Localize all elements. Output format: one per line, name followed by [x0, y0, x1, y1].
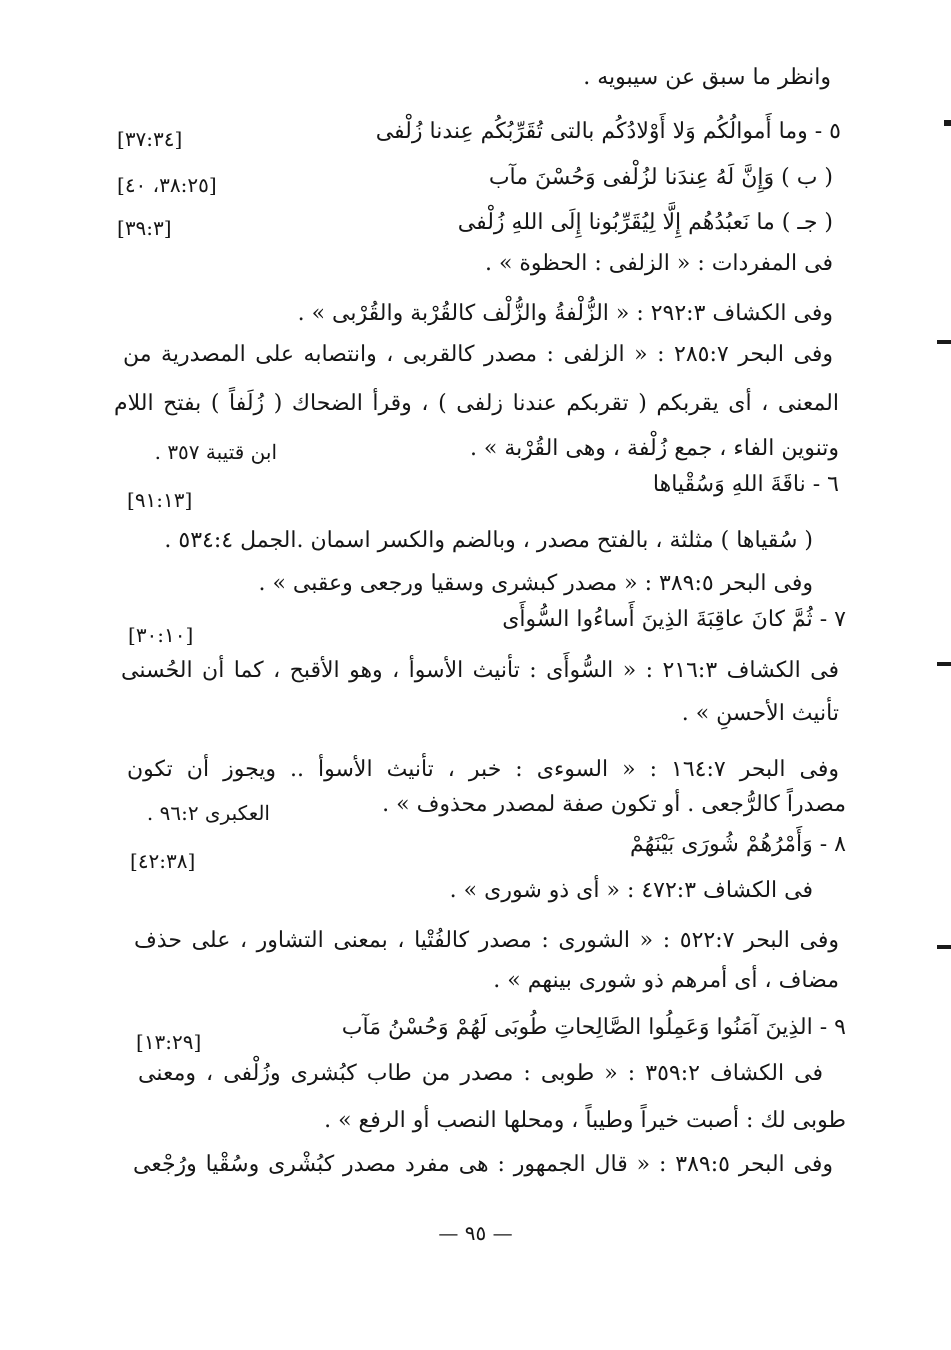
text-line: المعنى ، أى يقربكم ( تقربكم عندنا زلفى ) ، وقرأ الضحاك ( زُلَفاً ) بفتح اللام — [114, 391, 839, 416]
verse-reference: [٣٠:١٠] — [128, 623, 194, 647]
page-number: — ٩٥ — — [438, 1221, 513, 1245]
page-edge-mark — [937, 662, 951, 666]
text-line: وفى البحر ٣٨٩:٥ : « قال الجمهور : هى مفرد مصدر كبُشْرى وسُقْيا ورُجْعى — [133, 1152, 833, 1177]
text-line: فى المفردات : « الزلفى : الحظوة » . — [484, 251, 833, 276]
verse-reference: [٣٨:٢٥، ٤٠] — [117, 173, 217, 197]
page-edge-mark — [937, 945, 951, 949]
text-line: وانظر ما سبق عن سيبويه . — [583, 65, 831, 90]
text-line: ( سُقياها ) مثلثة ، بالفتح مصدر ، وبالضم والكسر اسمان .الجمل ٥٣٤:٤ . — [164, 528, 813, 553]
verse-line: ( ب ) وَإِنَّ لَهُ عِندَنا لزُلْفى وَحُسْنَ مآب — [488, 165, 833, 190]
verse-reference: [٣٩:٣] — [117, 216, 172, 240]
text-line: وفى البحر ٣٨٩:٥ : « مصدر كبشرى وسقيا ورجعى وعقبى » . — [258, 571, 813, 596]
text-line: فى الكشاف ٤٧٢:٣ : « أى ذو شورى » . — [449, 878, 813, 903]
text-line: مضاف ، أى أمرهم ذو شورى بينهم » . — [493, 968, 839, 993]
verse-line: ٨ - وَأَمْرُهُمْ شُورَى بَيْنَهُمْ — [630, 832, 846, 857]
page-edge-mark — [944, 120, 951, 126]
text-line: وفى البحر ٢٨٥:٧ : « الزلفى : مصدر كالقربى ، وانتصابه على المصدرية من — [123, 342, 833, 367]
verse-line: ٧ - ثُمَّ كانَ عاقِبَةَ الذِينَ أَساءُوا السُّوأَى — [502, 607, 846, 632]
text-line: وتنوين الفاء ، جمع زُلْفة ، وهى القُرْبة » . — [469, 436, 839, 461]
verse-reference: [١٣:٢٩] — [136, 1030, 202, 1054]
text-line: وفى الكشاف ٢٩٢:٣ : « الزُّلْفةُ والزُّلْف كالقُرْبة والقُرْبى » . — [297, 301, 833, 326]
verse-reference: [٣٧:٣٤] — [117, 127, 183, 151]
page-edge-mark — [937, 340, 951, 344]
text-line: تأنيث الأحسنِ » . — [681, 701, 839, 726]
text-line: وفى البحر ١٦٤:٧ : « السوءى : خبر ، تأنيث الأسوأ .. ويجوز أن تكون — [127, 757, 839, 782]
verse-line: ٥ - وما أَموالُكُم وَلا أَوْلادُكُم بالتى تُقَرِّبُكُم عِندنا زُلْفى — [375, 119, 841, 144]
text-line: فى الكشاف ٣٥٩:٢ : « طوبى : مصدر من طاب كبُشرى وزُلْفى ، ومعنى — [138, 1061, 823, 1086]
source-citation: ابن قتيبة ٣٥٧ . — [154, 440, 277, 464]
source-citation: العكبرى ٩٦:٢ . — [146, 801, 270, 825]
text-line: فى الكشاف ٢١٦:٣ : « السُّوأَى : تأنيث الأسوأ ، وهو الأقبح ، كما أن الحُسنى — [121, 658, 839, 683]
verse-line: ٩ - الذِينَ آمَنُوا وَعَمِلُوا الصَّالِحاتِ طُوبَى لَهُمْ وَحُسْنُ مَآب — [341, 1015, 846, 1040]
text-line: وفى البحر ٥٢٢:٧ : « الشورى : مصدر كالفُتْيا ، بمعنى التشاور ، على حذف — [134, 928, 839, 953]
text-line: طوبى لك : أصبت خيراً وطيباً ، ومحلها النصب أو الرفع » . — [324, 1108, 846, 1133]
verse-line: ٦ - ناقَةَ اللهِ وَسُقْياها — [652, 472, 839, 497]
verse-reference: [٩١:١٣] — [127, 488, 193, 512]
verse-line: ( جـ ) ما نَعبُدُهُم إِلَّا لِيُقَرِّبُونا إِلَى اللهِ زُلْفى — [457, 210, 833, 235]
text-line: مصدراً كالرُّجعى . أو تكون صفة لمصدر محذوف » . — [382, 792, 846, 817]
verse-reference: [٤٢:٣٨] — [130, 849, 196, 873]
